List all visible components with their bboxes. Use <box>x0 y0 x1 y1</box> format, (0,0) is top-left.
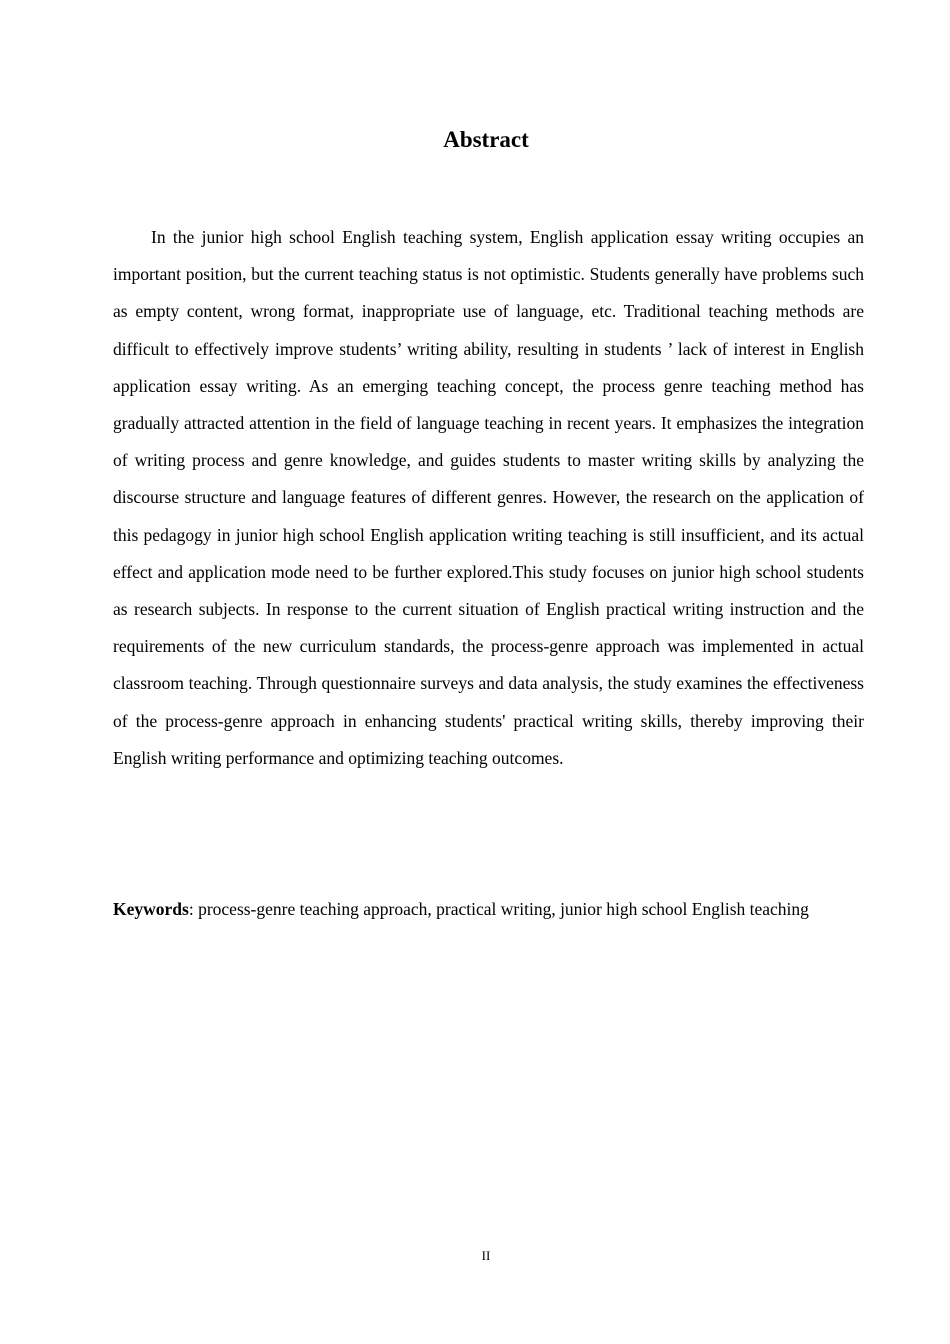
keywords-paragraph <box>113 891 864 928</box>
abstract-paragraph: In the junior high school English teaching system, English application essay writing occupies an important position, but the current teaching status is not optimistic. Students generally have problems such as empty content, wrong format, inappropriate use of language, etc. Traditional teaching methods are difficult to effectively improve students’ writing ability, resulting in students ’ lack of interest in English application essay writing. As an emerging teaching concept, the process genre teaching method has gradually attracted attention in the field of language teaching in recent years. It emphasizes the integration of writing process and genre knowledge, and guides students to master writing skills by analyzing the discourse structure and language features of different genres. However, the research on the application of this pedagogy in junior high school English application writing teaching is still insufficient, and its actual effect and application mode need to be further explored.This study focuses on junior high school students as research subjects. In response to the current situation of English practical writing instruction and the requirements of the new curriculum standards, the process-genre approach was implemented in actual classroom teaching. Through questionnaire surveys and data analysis, the study examines the effectiveness of the process-genre approach in enhancing students' practical writing skills, thereby improving their English writing performance and optimizing teaching outcomes. <box>113 227 864 768</box>
keywords-label: Keywords <box>113 899 189 919</box>
abstract-title: Abstract <box>443 127 529 152</box>
keywords-separator: : <box>188 899 199 919</box>
page-number: II <box>481 1248 491 1263</box>
keywords-text: process-genre teaching approach, practical writing, junior high school English teaching <box>198 899 809 919</box>
